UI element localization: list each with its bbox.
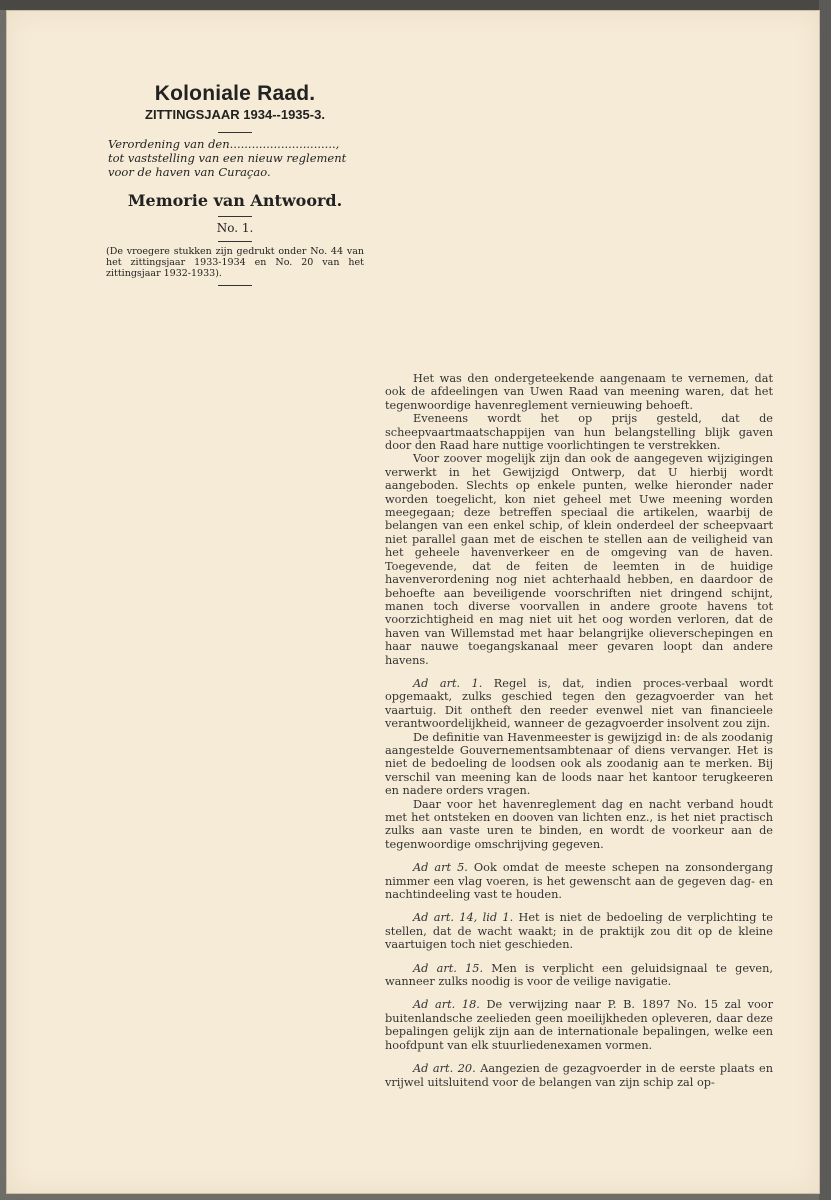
paragraph: De definitie van Havenmeester is gewijzigd in: de als zoodanig aangestelde Gouvernementsambtenaar of diens vervanger. Het is niet de bedoeling de loodsen ook als zoodanig aan te merken. Bij verschil van meening kan de loods naar het kantoor terugkeeren en nadere orders vragen. <box>385 730 773 798</box>
article-label: Ad art. 18. <box>413 998 480 1012</box>
article-20-paragraph: Ad art. 20. Aangezien de gezagvoerder in de eerste plaats en vrijwel uitsluitend voor de belangen van zijn schip zal op- <box>385 1062 773 1089</box>
paragraph: Het was den ondergeteekende aangenaam te vernemen, dat ook de afdeelingen van Uwen Raad van meening waren, dat het tegenwoordige havenreglement vernieuwing behoeft. <box>385 372 773 412</box>
ordinance-subject: Verordening van den............................., tot vaststelling van een nieuw reglement voor de haven van Curaçao. <box>108 137 347 179</box>
scan-top-edge <box>0 0 831 10</box>
article-label: Ad art. 1. <box>413 676 483 690</box>
article-15-paragraph: Ad art. 15. Men is verplicht een geluidsignaal te geven, wanneer zulks noodig is voor de veilige navigatie. <box>385 961 773 989</box>
paragraph: Eveneens wordt het op prijs gesteld, dat de scheepvaartmaatschappijen van hun belangstelling blijk gaven door den Raad hare nuttige voorlichtingen te verstrekken. <box>385 412 773 453</box>
document-number: No. 1. <box>216 221 254 235</box>
divider <box>218 216 252 217</box>
document-body <box>385 372 773 1089</box>
article-label: Ad art 5. <box>413 861 468 875</box>
council-title: Koloniale Raad. <box>154 82 316 105</box>
reference-note: (De vroegere stukken zijn gedrukt onder No. 44 van het zittingsjaar 1933-1934 en No. 20 van het zittingsjaar 1932-1933). <box>106 246 364 279</box>
document-header <box>100 82 370 290</box>
document-type-heading: Memorie van Antwoord. <box>127 191 343 210</box>
divider <box>218 285 252 286</box>
article-5-paragraph: Ad art 5. Ook omdat de meeste schepen na zonsondergang nimmer een vlag voeren, is het gewenscht aan de gegeven dag- en nachtindeeling vast te houden. <box>385 861 773 902</box>
article-18-paragraph: Ad art. 18. De verwijzing naar P. B. 1897 No. 15 zal voor buitenlandsche zeelieden geen moeilijkheden opleveren, daar deze bepalingen gelijk zijn aan de internationale bepalingen, welke een hoofdpunt van elk stuurliedenexamen vormen. <box>385 998 773 1052</box>
paragraph: Daar voor het havenreglement dag en nacht verband houdt met het ontsteken en dooven van lichten enz., is het niet practisch zulks aan vaste uren te binden, en wordt de voorkeur aan de tegenwoordige omschrijving gegeven. <box>385 797 773 851</box>
article-14-paragraph: Ad art. 14, lid 1. Het is niet de bedoeling de verplichting te stellen, dat de wacht waakt; in de praktijk zou dit op de kleine vaartuigen toch niet geschieden. <box>385 911 773 952</box>
paragraph: Voor zoover mogelijk zijn dan ook de aangegeven wijzigingen verwerkt in het Gewijzigd Ontwerp, dat U hierbij wordt aangeboden. Slechts op enkele punten, welke hieronder nader worden toegelicht, kon niet geheel met Uwe meening worden meegegaan; deze betreffen speciaal die artikelen, waarbij de belangen van een enkel schip, of klein onderdeel der scheepvaart niet parallel gaan met de eischen te stellen aan de veiligheid van het geheele havenverkeer en de omgeving van de haven. Toegevende, dat de feiten de leemten in de huidige havenverordening nog niet achterhaald hebben, en daardoor de behoefte aan beveiligende voorschriften niet dringend schijnt, manen toch diverse voorvallen in andere groote havens tot voorzichtigheid en mag niet uit het oog worden verloren, dat de haven van Willemstad met haar belangrijke olieverschepingen en haar nauwe toegangskanaal meer gevaren loopt dan andere havens. <box>385 452 773 667</box>
article-label: Ad art. 20. <box>413 1062 476 1076</box>
divider <box>218 132 252 133</box>
article-label: Ad art. 14, lid 1. <box>413 911 514 925</box>
article-1-paragraph: Ad art. 1. Regel is, dat, indien proces-verbaal wordt opgemaakt, zulks geschied tegen den gezagvoerder van het vaartuig. Dit ontheft den reeder evenwel niet van financieele verantwoordelijkheid, wanneer de gezagvoerder insolvent zou zijn. <box>385 676 773 731</box>
session-year: ZITTINGSJAAR 1934--1935-3. <box>145 107 325 122</box>
scan-right-edge <box>819 0 831 1200</box>
divider <box>218 241 252 242</box>
article-label: Ad art. 15. <box>413 961 484 975</box>
